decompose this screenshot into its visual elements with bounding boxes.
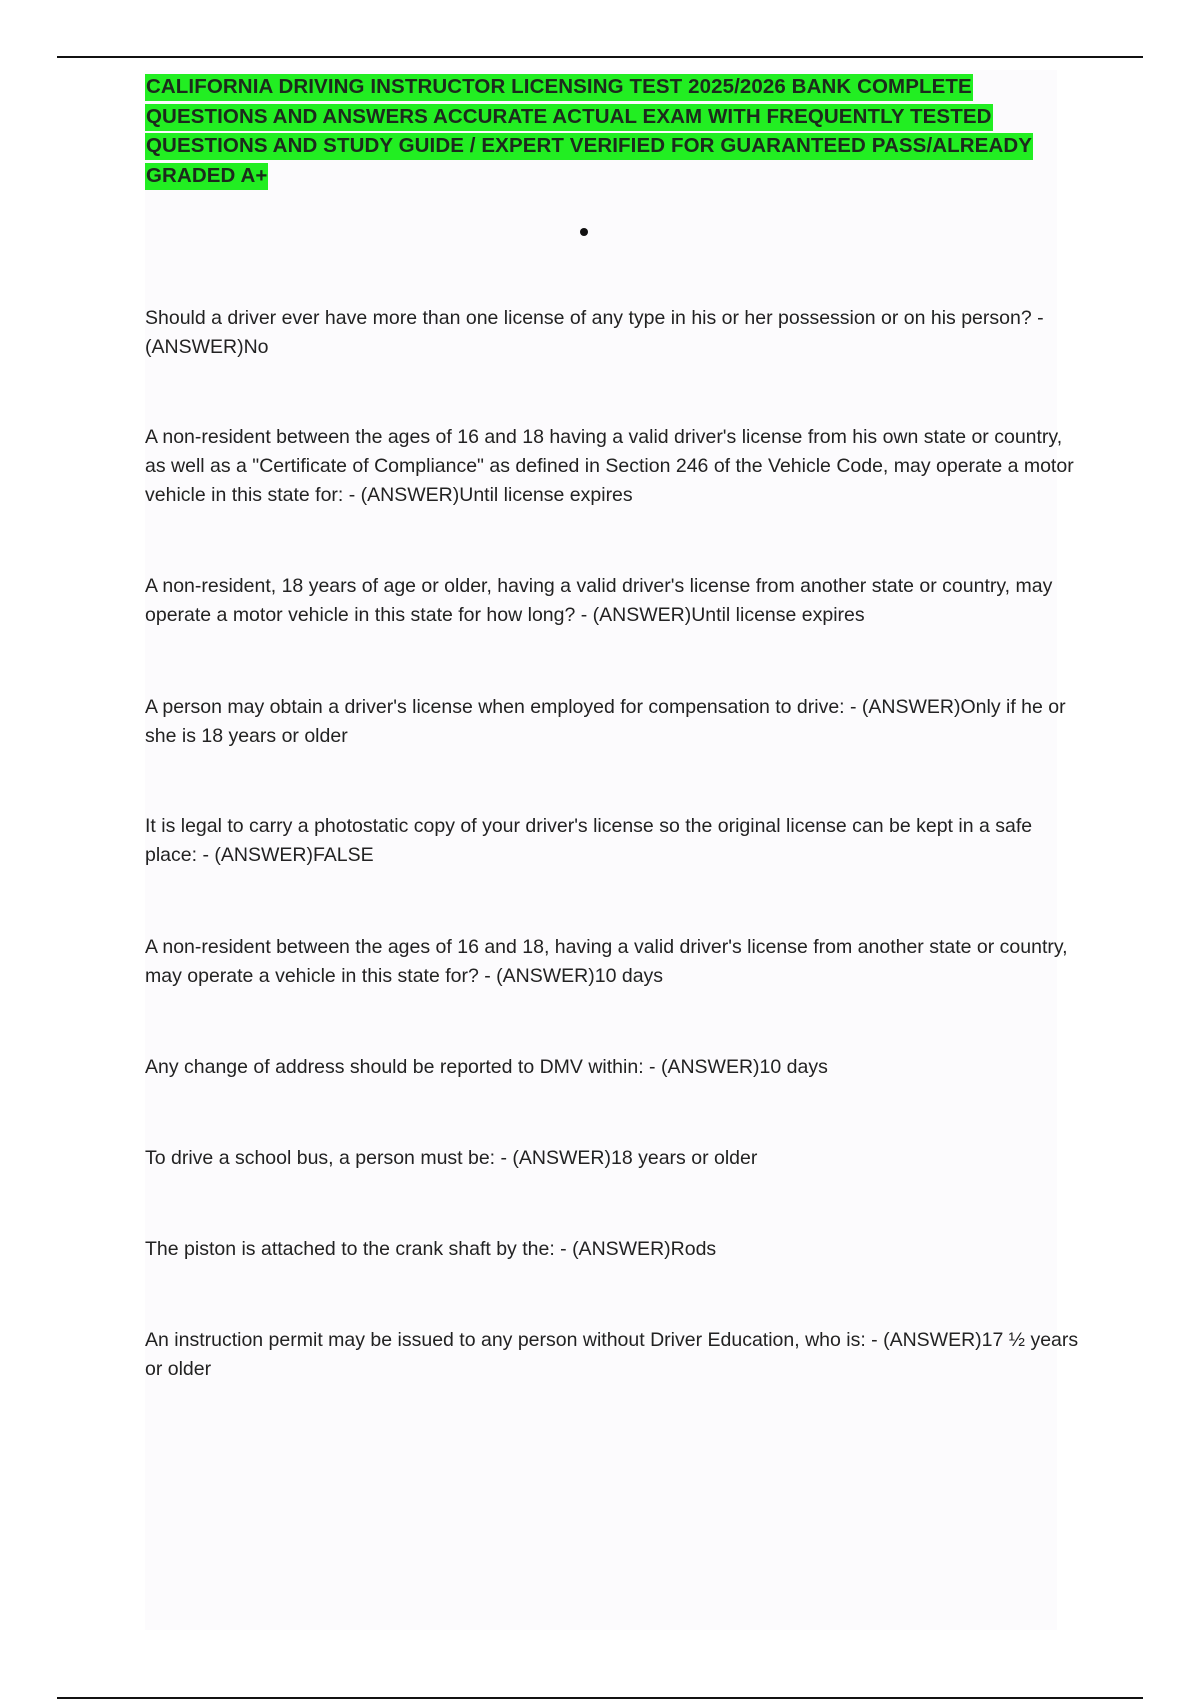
qa-item: It is legal to carry a photostatic copy of your driver's license so the original license can be kept in a safe place: - (ANSWER)FALSE xyxy=(145,815,1033,866)
qa-item: To drive a school bus, a person must be: - (ANSWER)18 years or older xyxy=(145,1147,758,1169)
title-highlight: CALIFORNIA DRIVING INSTRUCTOR LICENSING TEST 2025/2026 BANK COMPLETE QUESTIONS AND ANSWERS ACCURATE ACTUAL EXAM WITH FREQUENTLY TESTED QUESTIONS AND STUDY GUIDE / EXPERT VERIFIED FOR GUARANTEED PASS/ALREADY GRADED A+ xyxy=(145,74,1033,190)
qa-item: A person may obtain a driver's license when employed for compensation to drive: - (ANSWER)Only if he or she is 18 years or older xyxy=(145,696,1066,747)
document-title xyxy=(145,72,1065,190)
qa-item: A non-resident between the ages of 16 and 18 having a valid driver's license from his own state or country, as well as a "Certificate of Compliance" as defined in Section 246 of the Vehicle Code, may operate a motor vehicle in this state for: - (ANSWER)Until license expires xyxy=(145,426,1074,506)
qa-item: Should a driver ever have more than one license of any type in his or her possession or on his person? - (ANSWER)No xyxy=(145,307,1044,358)
qa-item: A non-resident between the ages of 16 and 18, having a valid driver's license from another state or country, may operate a vehicle in this state for? - (ANSWER)10 days xyxy=(145,936,1068,987)
qa-item: Any change of address should be reported to DMV within: - (ANSWER)10 days xyxy=(145,1056,828,1078)
qa-item: The piston is attached to the crank shaft by the: - (ANSWER)Rods xyxy=(145,1238,717,1260)
qa-item: A non-resident, 18 years of age or older, having a valid driver's license from another state or country, may operate a motor vehicle in this state for how long? - (ANSWER)Until license expires xyxy=(145,575,1053,626)
bullet-point xyxy=(580,228,588,236)
top-rule xyxy=(57,56,1143,58)
qa-item: An instruction permit may be issued to any person without Driver Education, who is: - (ANSWER)17 ½ years or older xyxy=(145,1329,1079,1380)
bottom-rule xyxy=(57,1697,1143,1699)
